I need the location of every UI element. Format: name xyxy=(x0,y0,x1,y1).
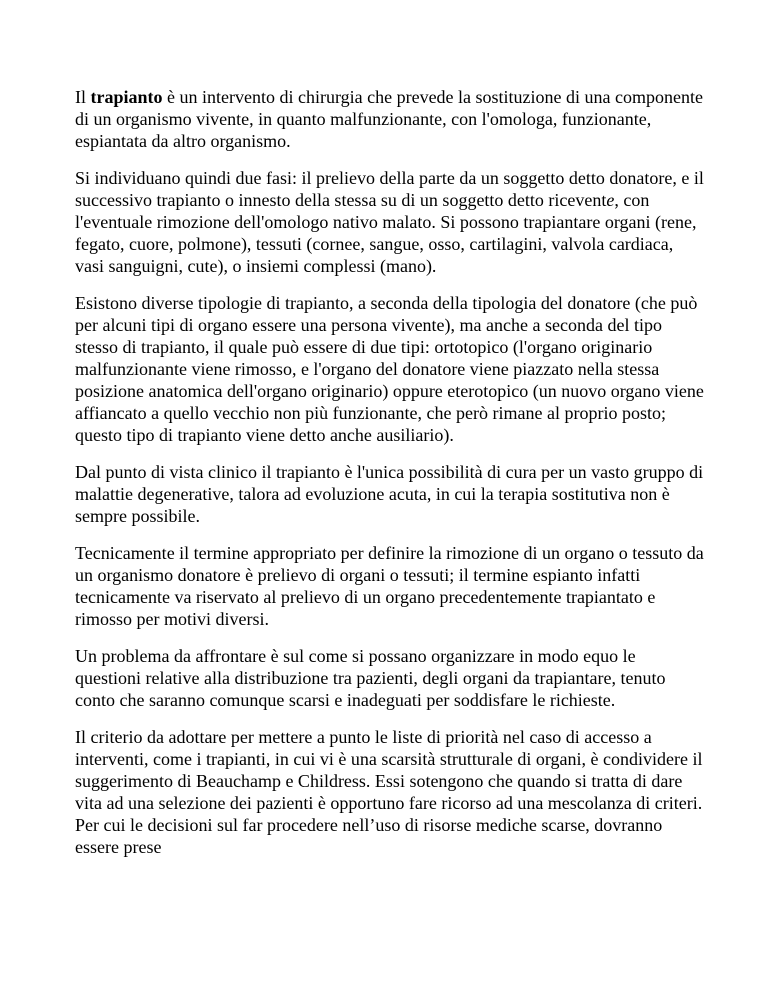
term-trapianto: trapianto xyxy=(90,87,163,107)
paragraph-2 xyxy=(75,167,705,277)
paragraph-5: Tecnicamente il termine appropriato per definire la rimozione di un organo o tessuto da un organismo donatore è prelievo di organi o tessuti; il termine espianto infatti tecnicamente va riservato al prelievo di un organo precedentemente trapiantato e rimosso per motivi diversi. xyxy=(75,543,704,629)
paragraph-1 xyxy=(75,86,705,152)
paragraph-1-text: è un intervento di chirurgia che prevede la sostituzione di una componente di un organismo vivente, in quanto malfunzionante, con l'omologa, funzionante, espiantata da altro organismo. xyxy=(75,87,703,151)
paragraph-6: Un problema da affrontare è sul come si possano organizzare in modo equo le questioni relative alla distribuzione tra pazienti, degli organi da trapiantare, tenuto conto che saranno comunque scarsi e inadeguati per soddisfare le richieste. xyxy=(75,646,666,710)
paragraph-7: Il criterio da adottare per mettere a punto le liste di priorità nel caso di accesso a interventi, come i trapianti, in cui vi è una scarsità strutturale di organi, è condividere il suggerimento di Beauchamp e Childress. Essi sotengono che quando si tratta di dare vita ad una selezione dei pazienti è opportuno fare ricorso ad una mescolanza di criteri. Per cui le decisioni sul far procedere nell’uso di risorse mediche scarse, dovranno essere prese xyxy=(75,727,703,857)
paragraph-3: Esistono diverse tipologie di trapianto, a seconda della tipologia del donatore (che può per alcuni tipi di organo essere una persona vivente), ma anche a seconda del tipo stesso di trapianto, il quale può essere di due tipi: ortotopico (l'organo originario malfunzionante viene rimosso, e l'organo del donatore viene piazzato nella stessa posizione anatomica dell'organo originario) oppure eterotopico (un nuovo organo viene affiancato a quello vecchio non più funzionante, che però rimane al proprio posto; questo tipo di trapianto viene detto anche ausiliario). xyxy=(75,293,704,445)
paragraph-2-text-a: Si individuano quindi due fasi: il prelievo della parte da un soggetto detto donatore, e il successivo trapianto o innesto della stessa su di un soggetto detto ricevent xyxy=(75,168,704,210)
document-body xyxy=(75,86,705,873)
paragraph-2-text-b: , con l'eventuale rimozione dell'omologo nativo malato. Si possono trapiantare organi (rene, fegato, cuore, polmone), tessuti (cornee, sangue, osso, cartilagini, valvola cardiaca, vasi sanguigni, cute), o insiemi complessi (mano). xyxy=(75,190,697,276)
paragraph-4: Dal punto di vista clinico il trapianto è l'unica possibilità di cura per un vasto gruppo di malattie degenerative, talora ad evoluzione acuta, in cui la terapia sostitutiva non è sempre possibile. xyxy=(75,462,704,526)
paragraph-2-italic: e xyxy=(606,190,615,210)
paragraph-1-lead: Il xyxy=(75,87,91,107)
